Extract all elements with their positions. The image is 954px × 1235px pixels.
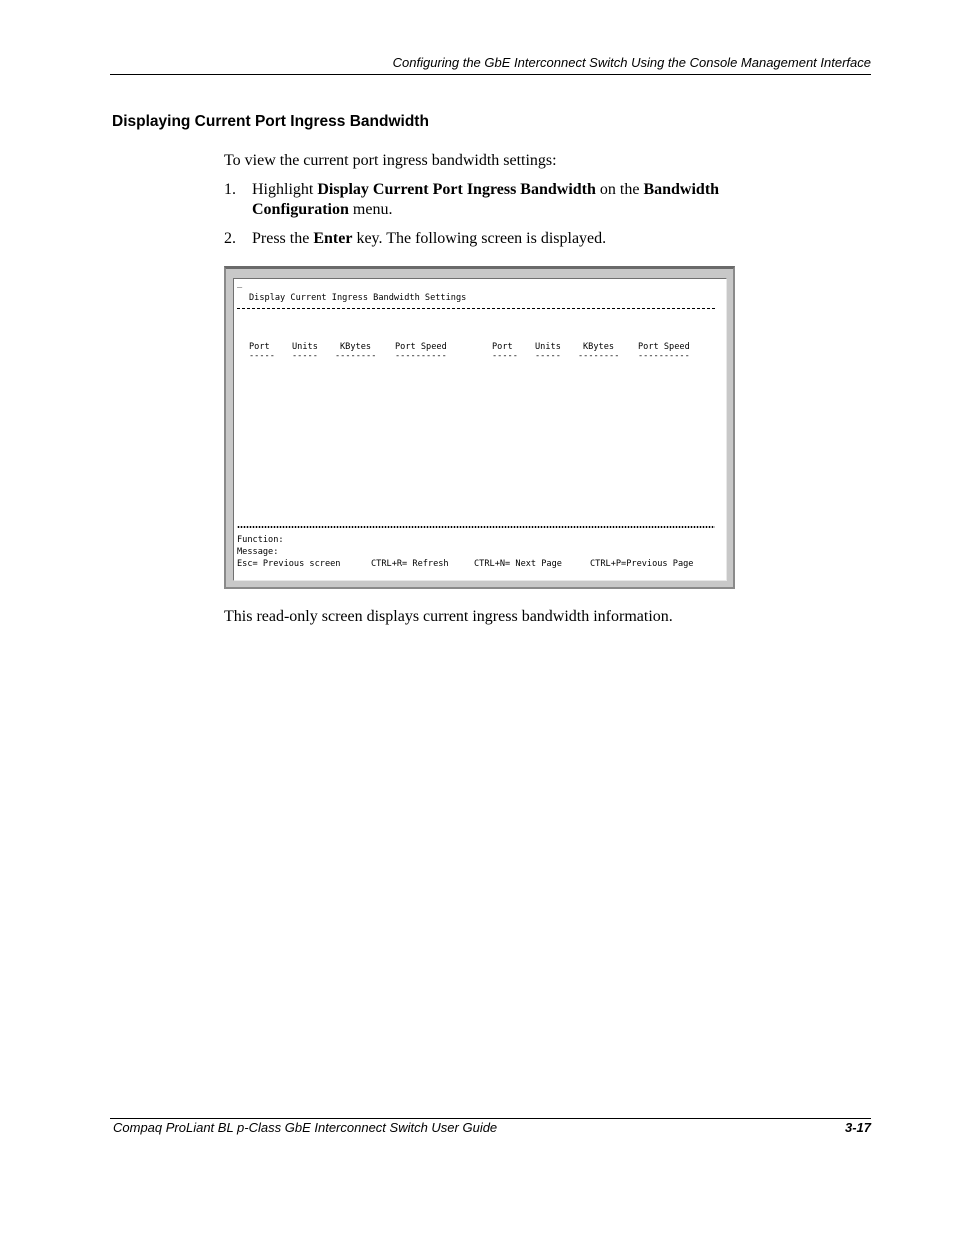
- column-underline: -----: [535, 351, 561, 361]
- console-title: Display Current Ingress Bandwidth Settings: [249, 293, 467, 303]
- column-header-port: Port: [492, 342, 513, 352]
- step-text: on the: [595, 181, 644, 198]
- column-underline: ----------: [638, 351, 690, 361]
- console-screenshot: [224, 266, 735, 589]
- console-cursor: _: [237, 279, 243, 289]
- section-heading: Displaying Current Port Ingress Bandwidth: [112, 113, 429, 130]
- column-header-port-speed: Port Speed: [638, 342, 690, 352]
- step-1: [224, 180, 784, 220]
- step-text: key. The following screen is displayed.: [352, 230, 607, 247]
- hotkey-next-page: CTRL+N= Next Page: [474, 559, 562, 569]
- console-title-rule: [237, 308, 715, 309]
- hotkey-previous-page: CTRL+P=Previous Page: [590, 559, 694, 569]
- header-rule: [110, 74, 871, 75]
- hotkey-esc: Esc= Previous screen: [237, 559, 341, 569]
- footer-rule: [110, 1118, 871, 1119]
- function-label: Function:: [237, 535, 284, 545]
- column-underline: -----: [249, 351, 275, 361]
- hotkey-refresh: CTRL+R= Refresh: [371, 559, 449, 569]
- step-text: Highlight: [252, 181, 318, 198]
- console-screen: [233, 278, 727, 581]
- step-bold-menu-item: Display Current Port Ingress Bandwidth: [317, 181, 596, 198]
- step-bold-key: Enter: [313, 230, 353, 247]
- intro-paragraph: To view the current port ingress bandwidth settings:: [224, 152, 557, 169]
- step-number: 2.: [224, 230, 236, 247]
- step-bold-menu-name: Bandwidth Configuration: [252, 181, 720, 218]
- column-underline: ----------: [395, 351, 447, 361]
- column-underline: --------: [578, 351, 620, 361]
- column-header-port: Port: [249, 342, 270, 352]
- column-header-kbytes: KBytes: [340, 342, 372, 352]
- column-header-units: Units: [535, 342, 561, 352]
- running-header: Configuring the GbE Interconnect Switch Using the Console Management Interface: [392, 55, 871, 70]
- step-number: 1.: [224, 181, 236, 198]
- column-header-kbytes: KBytes: [583, 342, 615, 352]
- footer-guide-title: Compaq ProLiant BL p-Class GbE Interconnect Switch User Guide: [113, 1120, 498, 1135]
- closing-paragraph: This read-only screen displays current ingress bandwidth information.: [224, 608, 673, 625]
- column-underline: -----: [492, 351, 518, 361]
- step-content: [252, 180, 784, 220]
- column-header-port-speed: Port Speed: [395, 342, 447, 352]
- step-2: [224, 229, 784, 249]
- footer-page-number: 3-17: [844, 1120, 871, 1135]
- column-underline: -----: [292, 351, 318, 361]
- column-underline: --------: [335, 351, 377, 361]
- column-header-units: Units: [292, 342, 318, 352]
- message-label: Message:: [237, 547, 279, 557]
- step-text: menu.: [348, 201, 393, 218]
- console-status-separator: [237, 526, 715, 528]
- step-text: Press the: [252, 230, 314, 247]
- step-content: [252, 229, 784, 249]
